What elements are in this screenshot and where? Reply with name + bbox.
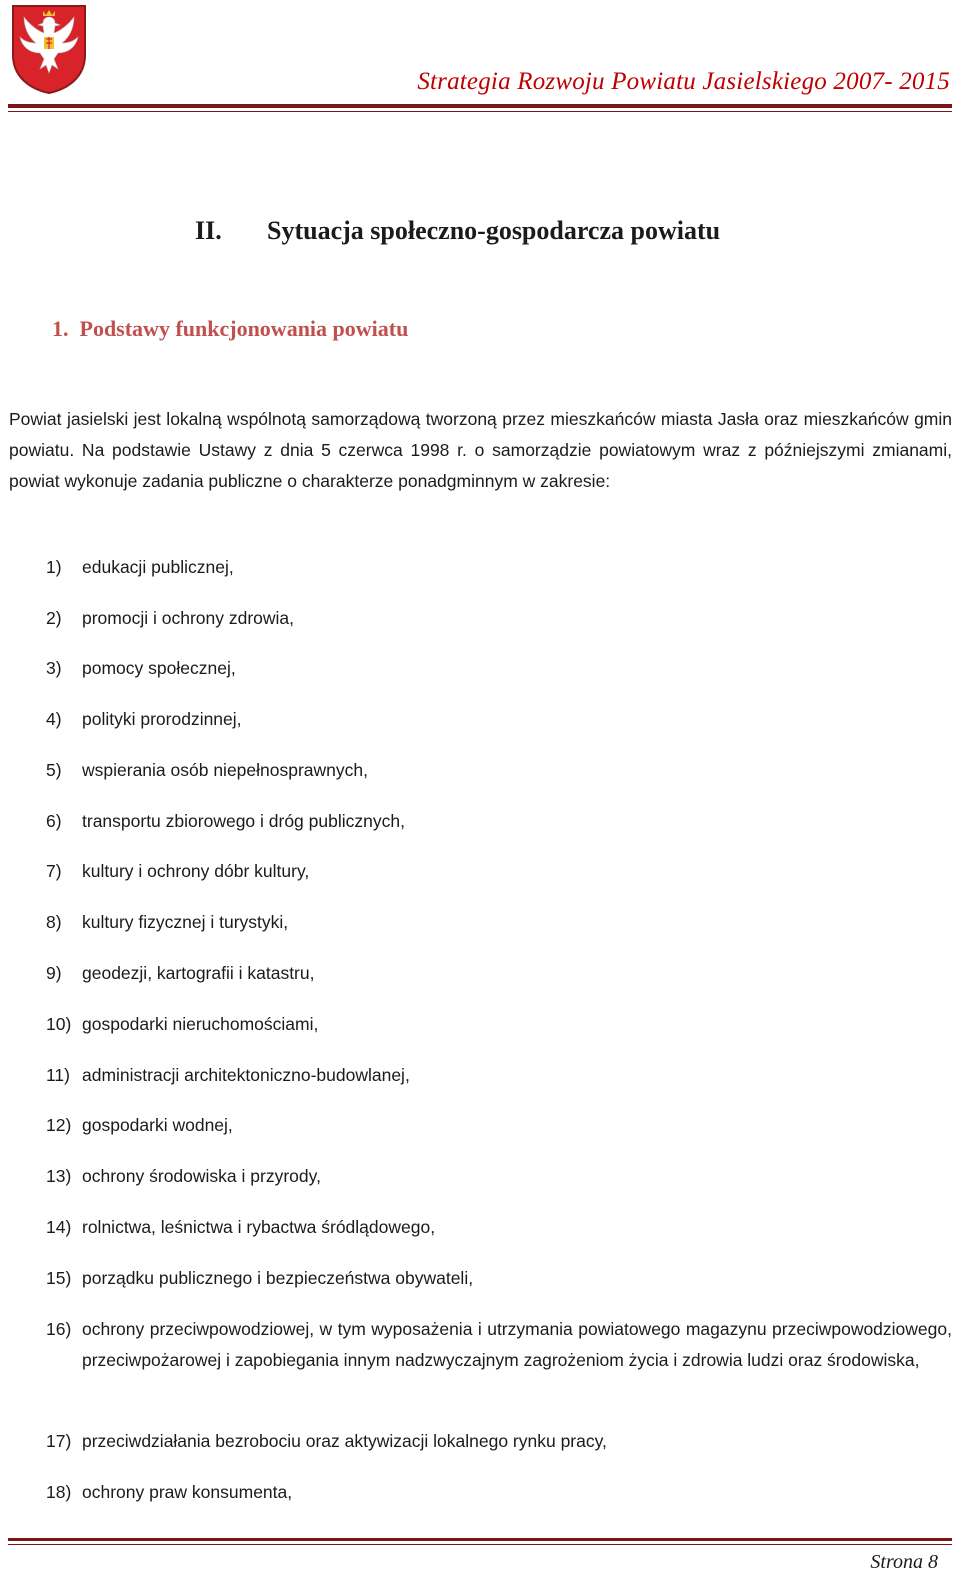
item-text: promocji i ochrony zdrowia, [82,608,295,628]
item-text: gospodarki wodnej, [82,1115,233,1135]
item-text: ochrony środowiska i przyrody, [82,1166,321,1186]
item-text: kultury fizycznej i turystyki, [82,912,289,932]
coat-of-arms-icon [10,3,88,95]
item-number: 3) [46,658,62,678]
item-number: 2) [46,608,62,628]
item-number: 8) [46,912,62,932]
document-title: Strategia Rozwoju Powiatu Jasielskiego 2007- 2015 [417,68,950,95]
list-item [46,1212,952,1243]
list-item [46,653,952,684]
page-number: Strona 8 [870,1551,938,1573]
item-text: geodezji, kartografii i katastru, [82,963,315,983]
list-item [46,1477,952,1508]
item-text: administracji architektoniczno-budowlanej, [82,1065,410,1085]
item-text: polityki prorodzinnej, [82,709,242,729]
item-text: wspierania osób niepełnosprawnych, [82,760,369,780]
subsection-number: 1. [52,316,69,341]
section-number: II. [195,216,222,245]
header-divider [8,104,952,108]
header-divider-thin [8,111,952,112]
item-number: 1) [46,557,62,577]
footer-divider-thin [8,1544,952,1545]
intro-paragraph: Powiat jasielski jest lokalną wspólnotą samorządową tworzoną przez mieszkańców miasta Jasła oraz mieszkańców gmin powiatu. Na podstawie Ustawy z dnia 5 czerwca 1998 r. o samorządzie powiatowym wraz z późniejszymi zmianami, powiat wykonuje zadania publiczne o charakterze ponadgminnym w zakresie: [9,409,952,491]
item-text: rolnictwa, leśnictwa i rybactwa śródlądowego, [82,1217,436,1237]
item-number: 12) [46,1115,72,1135]
list-item [46,603,952,634]
item-number: 11) [46,1065,70,1085]
item-number: 15) [46,1268,72,1288]
item-number: 14) [46,1217,72,1237]
list-item [46,1161,952,1192]
item-number: 7) [46,861,62,881]
list-item [46,907,952,938]
item-number: 4) [46,709,62,729]
item-text: ochrony przeciwpowodziowej, w tym wyposażenia i utrzymania powiatowego magazynu przeciwpowodziowego, przeciwpożarowej i zapobiegania innym nadzwyczajnym zagrożeniom życia i zdrowia ludzi oraz środowiska, [82,1319,952,1370]
item-text: kultury i ochrony dóbr kultury, [82,861,310,881]
item-number: 5) [46,760,62,780]
list-item [46,1060,952,1091]
section-heading [195,216,720,246]
list-item [46,755,952,786]
subsection-title: Podstawy funkcjonowania powiatu [79,316,409,341]
item-number: 6) [46,811,62,831]
item-text: transportu zbiorowego i dróg publicznych, [82,811,405,831]
item-number: 18) [46,1482,72,1502]
item-text: ochrony praw konsumenta, [82,1482,293,1502]
list-item [46,1110,952,1141]
item-number: 13) [46,1166,72,1186]
item-number: 10) [46,1014,72,1034]
subsection-heading [52,316,408,342]
list-item [46,552,952,583]
item-text: przeciwdziałania bezrobociu oraz aktywizacji lokalnego rynku pracy, [82,1431,607,1451]
section-title: Sytuacja społeczno-gospodarcza powiatu [267,216,721,245]
item-text: gospodarki nieruchomościami, [82,1014,319,1034]
list-item [46,1314,952,1376]
list-item [46,856,952,887]
item-number: 17) [46,1431,72,1451]
page-header [0,0,960,112]
list-item [46,1263,952,1294]
item-text: porządku publicznego i bezpieczeństwa obywateli, [82,1268,474,1288]
list-item [46,806,952,837]
item-text: edukacji publicznej, [82,557,234,577]
footer-divider [8,1538,952,1541]
item-text: pomocy społecznej, [82,658,236,678]
list-item [46,1009,952,1040]
item-number: 16) [46,1319,72,1339]
list-item [46,1426,952,1457]
item-number: 9) [46,963,62,983]
list-item [46,704,952,735]
list-item [46,958,952,989]
